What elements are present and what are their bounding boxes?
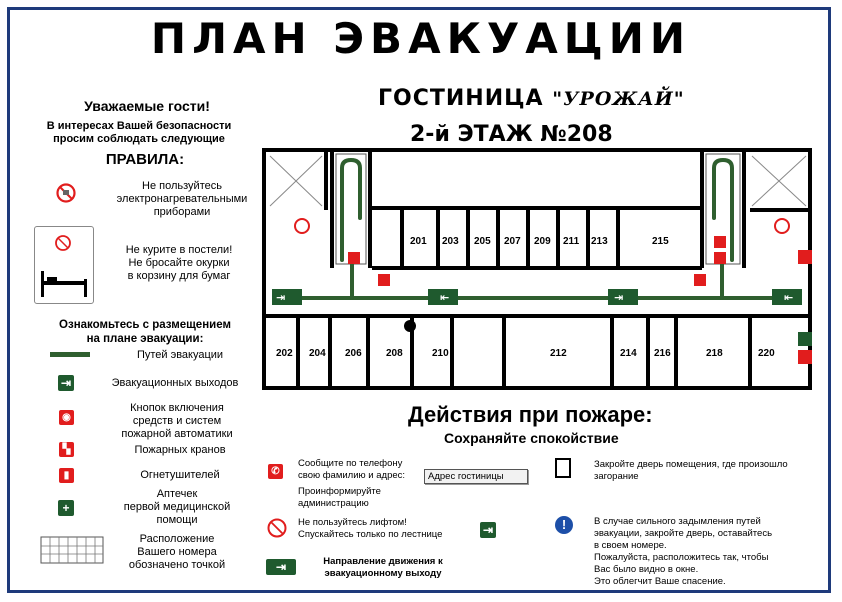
actions-subtitle: Сохраняйте спокойствие: [444, 430, 619, 446]
no-smoking-bed-icon: [34, 226, 94, 304]
inform-instruction: Проинформируйте администрацию: [298, 486, 381, 509]
stairs-icon: ⇥: [480, 522, 496, 538]
phone-instruction: Сообщите по телефону свою фамилию и адрес:: [298, 458, 406, 481]
room-202: 202: [276, 348, 293, 359]
room-205: 205: [474, 236, 491, 247]
lift-instruction: Не пользуйтесь лифтом! Спускайтесь только по лестнице: [298, 517, 443, 540]
fire-hydrant-icon: ▚: [59, 442, 74, 457]
svg-text:⇤: ⇤: [784, 291, 794, 304]
hotel-name: ГОСТИНИЦА "УРОЖАЙ": [378, 86, 685, 111]
door-icon: [555, 458, 571, 478]
room-212: 212: [550, 348, 567, 359]
door-instruction: Закройте дверь помещения, где произошло загорание: [594, 459, 788, 482]
room-220: 220: [758, 348, 775, 359]
room-210: 210: [432, 348, 449, 359]
exit-direction-icon: ⇥: [266, 559, 296, 575]
alarm-button-icon: ◉: [59, 410, 74, 425]
smoke-instruction: В случае сильного задымления путей эвакуации, закройте дверь, оставайтесь в своем номере. Пожалуйста, расположитесь так, чтобы Вас было видно в окне. Это облегчит Ваше спасение.: [594, 516, 773, 587]
room-213: 213: [591, 236, 608, 247]
room-208: 208: [386, 348, 403, 359]
room-206: 206: [345, 348, 362, 359]
phone-icon: ✆: [268, 464, 283, 479]
svg-text:⇥: ⇥: [276, 291, 286, 304]
room-218: 218: [706, 348, 723, 359]
route-line-icon: [50, 352, 90, 357]
room-207: 207: [504, 236, 521, 247]
extinguisher-icon: ▮: [59, 468, 74, 483]
direction-instruction: Направление движения к эвакуационному выходу: [323, 556, 443, 579]
page-title: ПЛАН ЭВАКУАЦИИ: [150, 14, 692, 63]
exit-icon: ⇥: [58, 375, 74, 391]
no-heater-icon: [56, 183, 76, 208]
svg-text:⇥: ⇥: [614, 291, 624, 304]
room-214: 214: [620, 348, 637, 359]
legend-heading: Ознакомьтесь с размещением на плане эвакуации:: [59, 319, 231, 345]
svg-text:⇤: ⇤: [440, 291, 450, 304]
room-201: 201: [410, 236, 427, 247]
rule-heaters: Не пользуйтесь электронагревательными приборами: [116, 180, 248, 218]
room-215: 215: [652, 236, 669, 247]
legend-extinguishers: Огнетушителей: [140, 469, 220, 481]
rules-label: ПРАВИЛА:: [105, 151, 185, 168]
room-204: 204: [309, 348, 326, 359]
legend-buttons: Кнопок включения средств и систем пожарной автоматики: [121, 402, 233, 440]
room-211: 211: [563, 236, 580, 247]
address-field: Адрес гостиницы: [424, 469, 528, 484]
building-icon: [40, 534, 104, 564]
legend-location: Расположение Вашего номера обозначено точкой: [128, 533, 226, 571]
first-aid-icon: +: [58, 500, 74, 516]
legend-exits: Эвакуационных выходов: [111, 377, 239, 389]
legend-hydrants: Пожарных кранов: [134, 444, 226, 456]
rule-smoking: Не курите в постели! Не бросайте окурки в корзину для бумаг: [125, 244, 233, 282]
no-lift-icon: [267, 518, 287, 543]
legend-routes: Путей эвакуации: [136, 349, 224, 361]
rules-heading: Уважаемые гости!: [84, 98, 210, 114]
room-203: 203: [442, 236, 459, 247]
floor-label: 2-й ЭТАЖ №208: [410, 122, 613, 147]
info-icon: !: [555, 516, 573, 534]
rules-intro: В интересах Вашей безопасности просим соблюдать следующие: [46, 120, 232, 145]
legend-firstaid: Аптечек первой медицинской помощи: [123, 488, 231, 526]
room-216: 216: [654, 348, 671, 359]
actions-title: Действия при пожаре:: [408, 402, 653, 427]
room-209: 209: [534, 236, 551, 247]
